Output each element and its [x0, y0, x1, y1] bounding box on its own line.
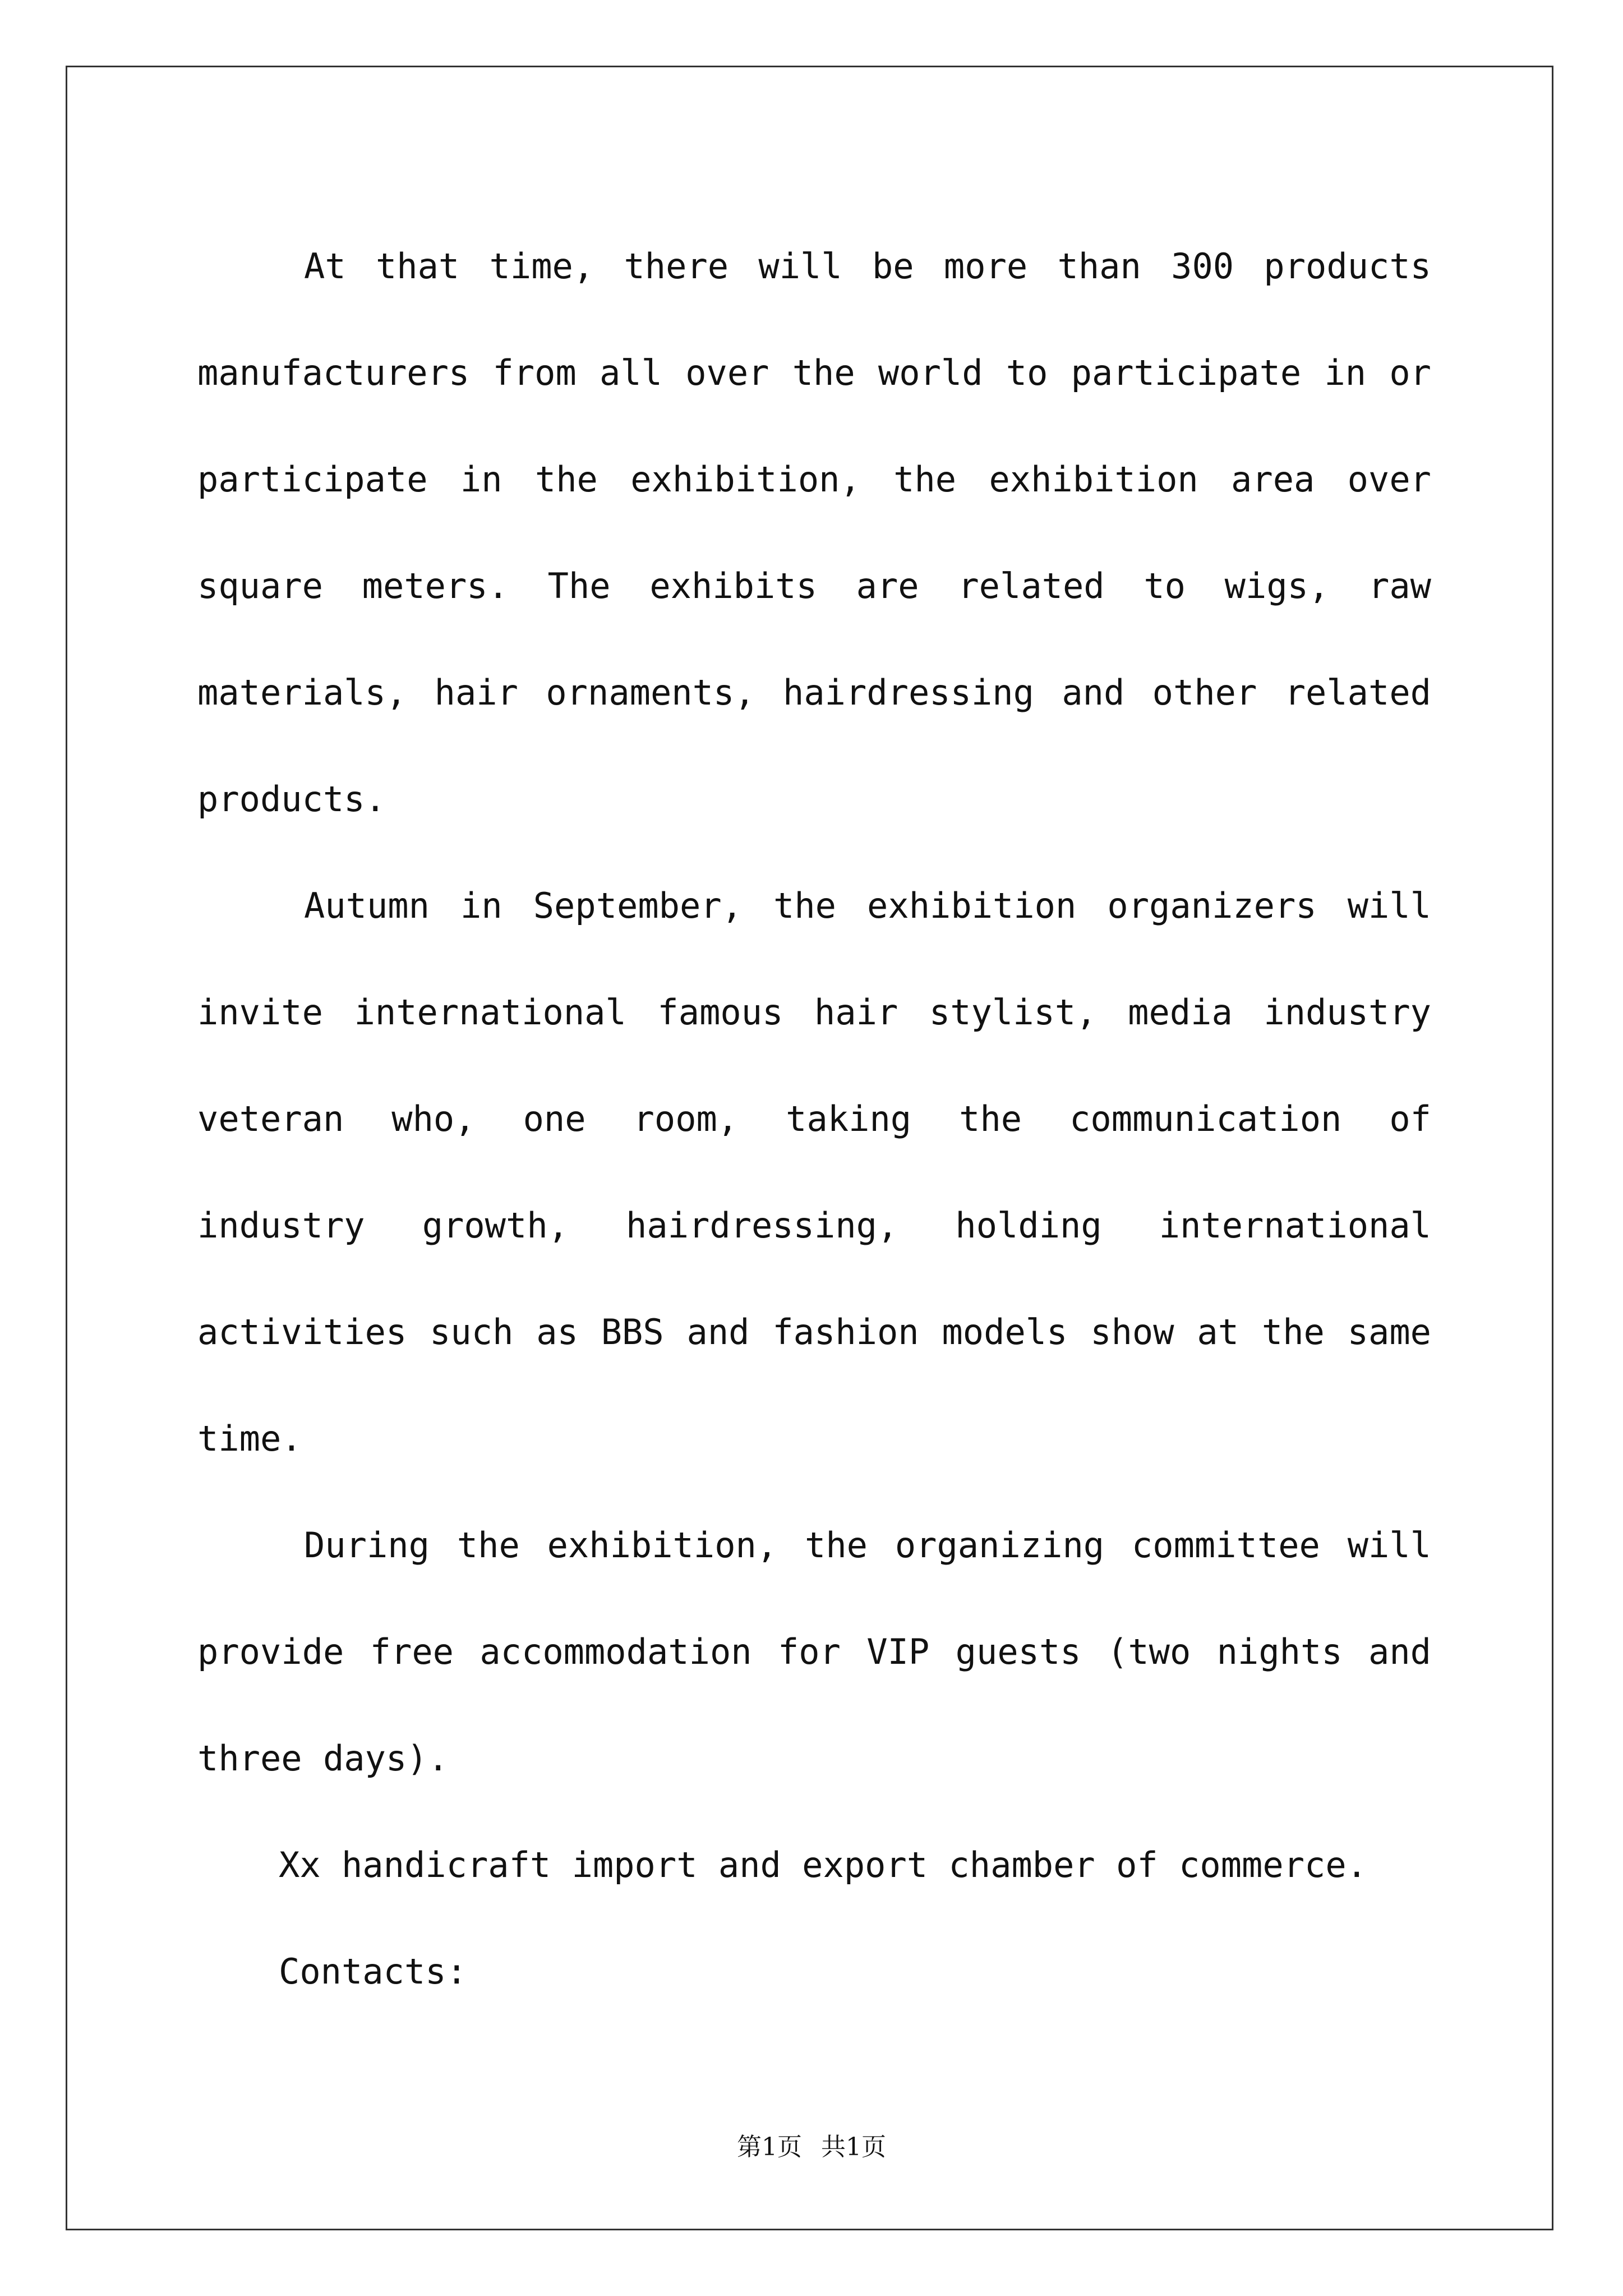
text-line: manufacturers from all over the world to participate in or — [197, 352, 1431, 393]
text-line: Contacts: — [279, 1951, 467, 1992]
text-line: materials, hair ornaments, hairdressing and other related — [197, 672, 1431, 713]
text-line: Xx handicraft import and export chamber of commerce. — [279, 1844, 1368, 1885]
text-line: square meters. The exhibits are related to wigs, raw — [197, 565, 1431, 606]
paragraph-autumn — [197, 853, 1431, 1492]
text-line: time. — [197, 1418, 302, 1459]
text-line: participate in the exhibition, the exhibition area over — [197, 459, 1431, 500]
text-line: industry growth, hairdressing, holding international — [197, 1205, 1431, 1246]
text-line: veteran who, one room, taking the communication of — [197, 1098, 1431, 1139]
text-line: At that time, there will be more than 300 products — [304, 246, 1431, 287]
text-line: Autumn in September, the exhibition organizers will — [304, 885, 1431, 926]
paragraph-contacts — [197, 1918, 1431, 2025]
paragraph-chamber — [197, 1812, 1431, 1918]
page-total: 共1页 — [821, 2133, 886, 2161]
text-line: invite international famous hair stylist, media industry — [197, 992, 1431, 1033]
paragraph-products — [197, 213, 1431, 853]
text-line: three days). — [197, 1738, 449, 1779]
text-line: activities such as BBS and fashion models show at the same — [197, 1312, 1431, 1352]
document-body — [197, 213, 1431, 2025]
text-line: products. — [197, 779, 386, 820]
page-footer — [0, 2131, 1623, 2164]
paragraph-accommodation — [197, 1492, 1431, 1812]
page-number: 第1页 — [737, 2133, 802, 2161]
text-line: During the exhibition, the organizing committee will — [304, 1525, 1431, 1566]
text-line: provide free accommodation for VIP guests (two nights and — [197, 1631, 1431, 1672]
